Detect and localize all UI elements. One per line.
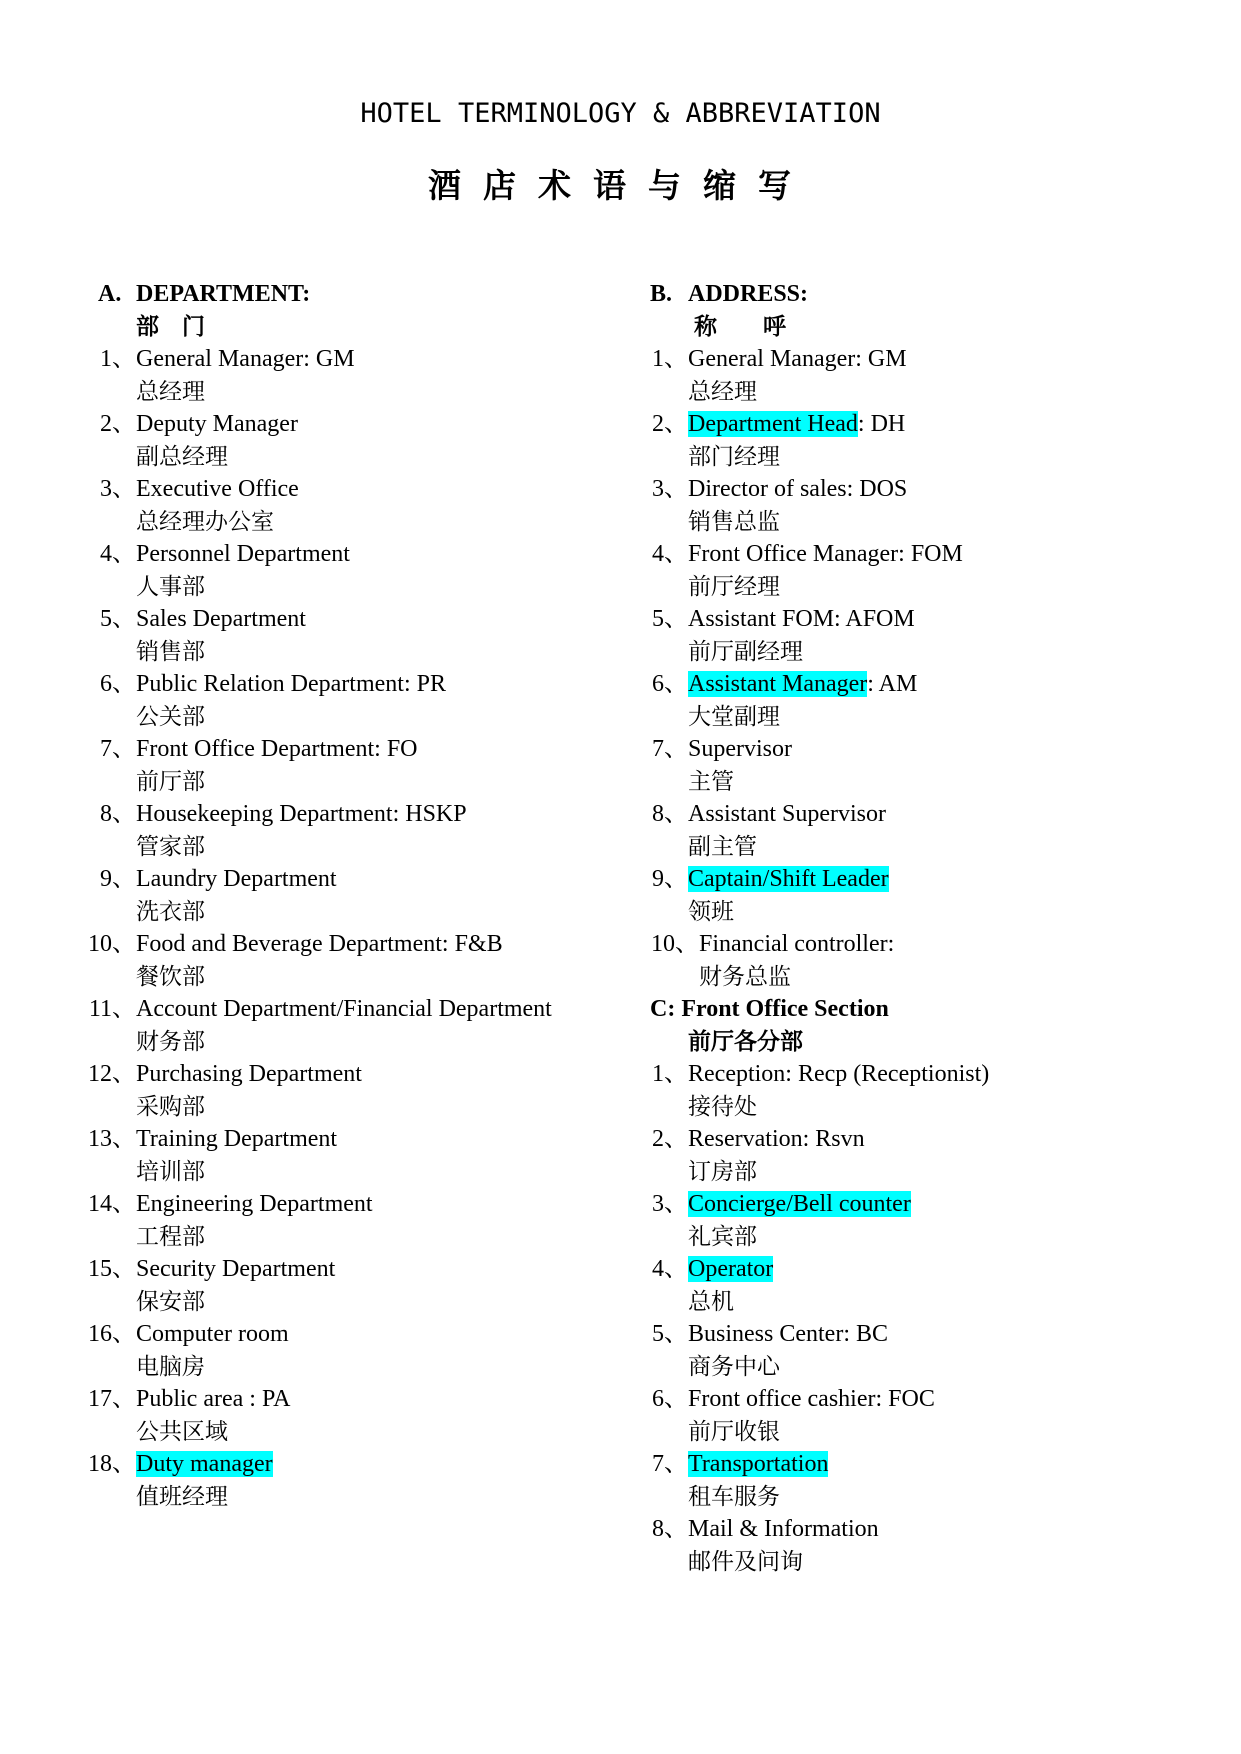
term-abbreviation: : DH (857, 411, 906, 437)
item-number: 8、 (652, 1516, 688, 1542)
item-number: 4、 (100, 541, 136, 567)
english-term: General Manager: GM (688, 346, 907, 372)
section-a-heading-cn: 部 门 (136, 313, 205, 340)
list-item (98, 733, 628, 766)
section-a-column (88, 278, 628, 1513)
list-item (98, 408, 628, 441)
item-number: 14、 (88, 1191, 136, 1217)
chinese-term: 领班 (688, 898, 734, 925)
section-a-list (88, 343, 628, 1513)
list-item (98, 538, 628, 571)
item-number: 16、 (88, 1321, 136, 1347)
english-term: Assistant Supervisor (688, 801, 886, 827)
list-item (650, 1058, 1210, 1091)
chinese-term: 前厅部 (136, 768, 205, 795)
english-term: Front office cashier: FOC (688, 1386, 935, 1412)
list-item (650, 343, 1210, 376)
list-item (650, 603, 1210, 636)
item-number: 10、 (88, 931, 136, 957)
list-item (98, 343, 628, 376)
chinese-term: 公关部 (136, 703, 205, 730)
english-term: General Manager: GM (136, 346, 355, 372)
english-term: Security Department (136, 1256, 336, 1282)
list-item (650, 408, 1210, 441)
item-number: 3、 (652, 1191, 688, 1217)
list-item (88, 928, 628, 961)
item-number: 6、 (100, 671, 136, 697)
chinese-term: 总经理 (688, 378, 757, 405)
chinese-term: 总机 (688, 1288, 734, 1315)
english-term: Mail & Information (688, 1516, 879, 1542)
highlighted-term: Assistant Manager (688, 671, 868, 697)
section-b-heading-cn: 称 呼 (694, 313, 786, 340)
list-item (88, 1253, 628, 1286)
chinese-term: 副总经理 (136, 443, 228, 470)
english-term: Public Relation Department: PR (136, 671, 446, 697)
section-a-title: DEPARTMENT: (136, 281, 311, 307)
list-item (88, 1318, 628, 1351)
chinese-term: 前厅副经理 (688, 638, 803, 665)
section-c-list (650, 1058, 1210, 1578)
section-b-column (650, 278, 1210, 1578)
list-item (98, 863, 628, 896)
list-item (98, 603, 628, 636)
list-item (88, 1188, 628, 1221)
list-item (650, 1253, 1210, 1286)
item-number: 18、 (88, 1451, 136, 1477)
list-item (650, 1448, 1210, 1481)
chinese-term: 培训部 (136, 1158, 205, 1185)
english-term: Housekeeping Department: HSKP (136, 801, 467, 827)
section-a-letter: A. (98, 281, 122, 307)
item-number: 7、 (100, 736, 136, 762)
list-item (650, 1318, 1210, 1351)
english-term: Training Department (136, 1126, 338, 1152)
english-term: Public area : PA (136, 1386, 291, 1412)
item-number: 2、 (652, 411, 688, 437)
chinese-term: 财务部 (136, 1028, 205, 1055)
item-number: 6、 (652, 1386, 688, 1412)
english-term: Front Office Department: FO (136, 736, 418, 762)
list-item (650, 928, 1210, 961)
list-item (88, 1448, 628, 1481)
section-b-list (650, 343, 1210, 993)
item-number: 4、 (652, 1256, 688, 1282)
english-term: Sales Department (136, 606, 306, 632)
chinese-term: 租车服务 (688, 1483, 780, 1510)
item-number: 2、 (100, 411, 136, 437)
english-term: Reservation: Rsvn (688, 1126, 865, 1152)
list-item (650, 473, 1210, 506)
item-number: 9、 (652, 866, 688, 892)
chinese-term: 销售部 (136, 638, 205, 665)
list-item (88, 1383, 628, 1416)
item-number: 15、 (88, 1256, 136, 1282)
item-number: 1、 (652, 346, 688, 372)
chinese-term: 邮件及问询 (688, 1548, 803, 1575)
item-number: 5、 (652, 606, 688, 632)
list-item (98, 473, 628, 506)
section-c-heading-cn: 前厅各分部 (688, 1028, 803, 1055)
page-title-chinese: 酒店术语与缩写 (428, 166, 813, 205)
chinese-term: 总经理办公室 (136, 508, 274, 535)
list-item (88, 1058, 628, 1091)
chinese-term: 财务总监 (699, 963, 791, 990)
english-term: Deputy Manager (136, 411, 298, 437)
chinese-term: 工程部 (136, 1223, 205, 1250)
item-number: 13、 (88, 1126, 136, 1152)
highlighted-term: Concierge/Bell counter (688, 1191, 911, 1217)
item-number: 1、 (100, 346, 136, 372)
highlighted-term: Transportation (688, 1451, 829, 1477)
chinese-term: 值班经理 (136, 1483, 228, 1510)
list-item (650, 863, 1210, 896)
english-term: Personnel Department (136, 541, 350, 567)
chinese-term: 礼宾部 (688, 1223, 757, 1250)
list-item (650, 1383, 1210, 1416)
item-number: 5、 (652, 1321, 688, 1347)
list-item (650, 1513, 1210, 1546)
chinese-term: 电脑房 (136, 1353, 205, 1380)
item-number: 7、 (652, 1451, 688, 1477)
item-number: 9、 (100, 866, 136, 892)
list-item (650, 733, 1210, 766)
english-term: Engineering Department (136, 1191, 373, 1217)
chinese-term: 部门经理 (688, 443, 780, 470)
highlighted-term: Operator (688, 1256, 774, 1282)
english-term: Account Department/Financial Department (136, 996, 552, 1022)
list-item (650, 538, 1210, 571)
chinese-term: 销售总监 (688, 508, 780, 535)
highlighted-term: Captain/Shift Leader (688, 866, 889, 892)
section-b-title: ADDRESS: (688, 281, 809, 307)
chinese-term: 前厅收银 (688, 1418, 780, 1445)
item-number: 17、 (88, 1386, 136, 1412)
page-title-english: HOTEL TERMINOLOGY & ABBREVIATION (360, 98, 881, 129)
english-term: Executive Office (136, 476, 299, 502)
chinese-term: 采购部 (136, 1093, 205, 1120)
english-term: Supervisor (688, 736, 792, 762)
section-b-letter: B. (650, 281, 673, 307)
item-number: 3、 (100, 476, 136, 502)
chinese-term: 前厅经理 (688, 573, 780, 600)
section-c-heading: C: Front Office Section (650, 996, 889, 1022)
highlighted-term: Department Head (688, 411, 858, 437)
term-abbreviation: : AM (867, 671, 918, 697)
item-number: 8、 (100, 801, 136, 827)
item-number: 7、 (652, 736, 688, 762)
chinese-term: 公共区域 (136, 1418, 228, 1445)
english-term: Financial controller: (699, 931, 895, 957)
list-item (650, 668, 1210, 701)
item-number: 6、 (652, 671, 688, 697)
item-number: 2、 (652, 1126, 688, 1152)
section-a-heading (98, 278, 628, 311)
chinese-term: 副主管 (688, 833, 757, 860)
item-number: 5、 (100, 606, 136, 632)
list-item (98, 668, 628, 701)
chinese-term: 总经理 (136, 378, 205, 405)
item-number: 4、 (652, 541, 688, 567)
english-term: Food and Beverage Department: F&B (136, 931, 503, 957)
english-term: Computer room (136, 1321, 289, 1347)
item-number: 1、 (652, 1061, 688, 1087)
list-item (650, 1123, 1210, 1156)
item-number: 12、 (88, 1061, 136, 1087)
chinese-term: 主管 (688, 768, 734, 795)
chinese-term: 商务中心 (688, 1353, 780, 1380)
chinese-term: 接待处 (688, 1093, 757, 1120)
item-number: 3、 (652, 476, 688, 502)
english-term: Front Office Manager: FOM (688, 541, 963, 567)
list-item (98, 798, 628, 831)
chinese-term: 管家部 (136, 833, 205, 860)
english-term: Laundry Department (136, 866, 337, 892)
english-term: Assistant FOM: AFOM (688, 606, 915, 632)
chinese-term: 洗衣部 (136, 898, 205, 925)
chinese-term: 大堂副理 (688, 703, 780, 730)
item-number: 11、 (88, 996, 136, 1022)
english-term: Purchasing Department (136, 1061, 362, 1087)
list-item (88, 993, 628, 1026)
list-item (650, 798, 1210, 831)
english-term: Reception: Recp (Receptionist) (688, 1061, 990, 1087)
chinese-term: 人事部 (136, 573, 205, 600)
chinese-term: 保安部 (136, 1288, 205, 1315)
item-number: 10、 (651, 931, 699, 957)
highlighted-term: Duty manager (136, 1451, 273, 1477)
list-item (88, 1123, 628, 1156)
english-term: Business Center: BC (688, 1321, 889, 1347)
item-number: 8、 (652, 801, 688, 827)
section-b-heading (650, 278, 1210, 311)
chinese-term: 餐饮部 (136, 963, 205, 990)
list-item (650, 1188, 1210, 1221)
english-term: Director of sales: DOS (688, 476, 908, 502)
chinese-term: 订房部 (688, 1158, 757, 1185)
